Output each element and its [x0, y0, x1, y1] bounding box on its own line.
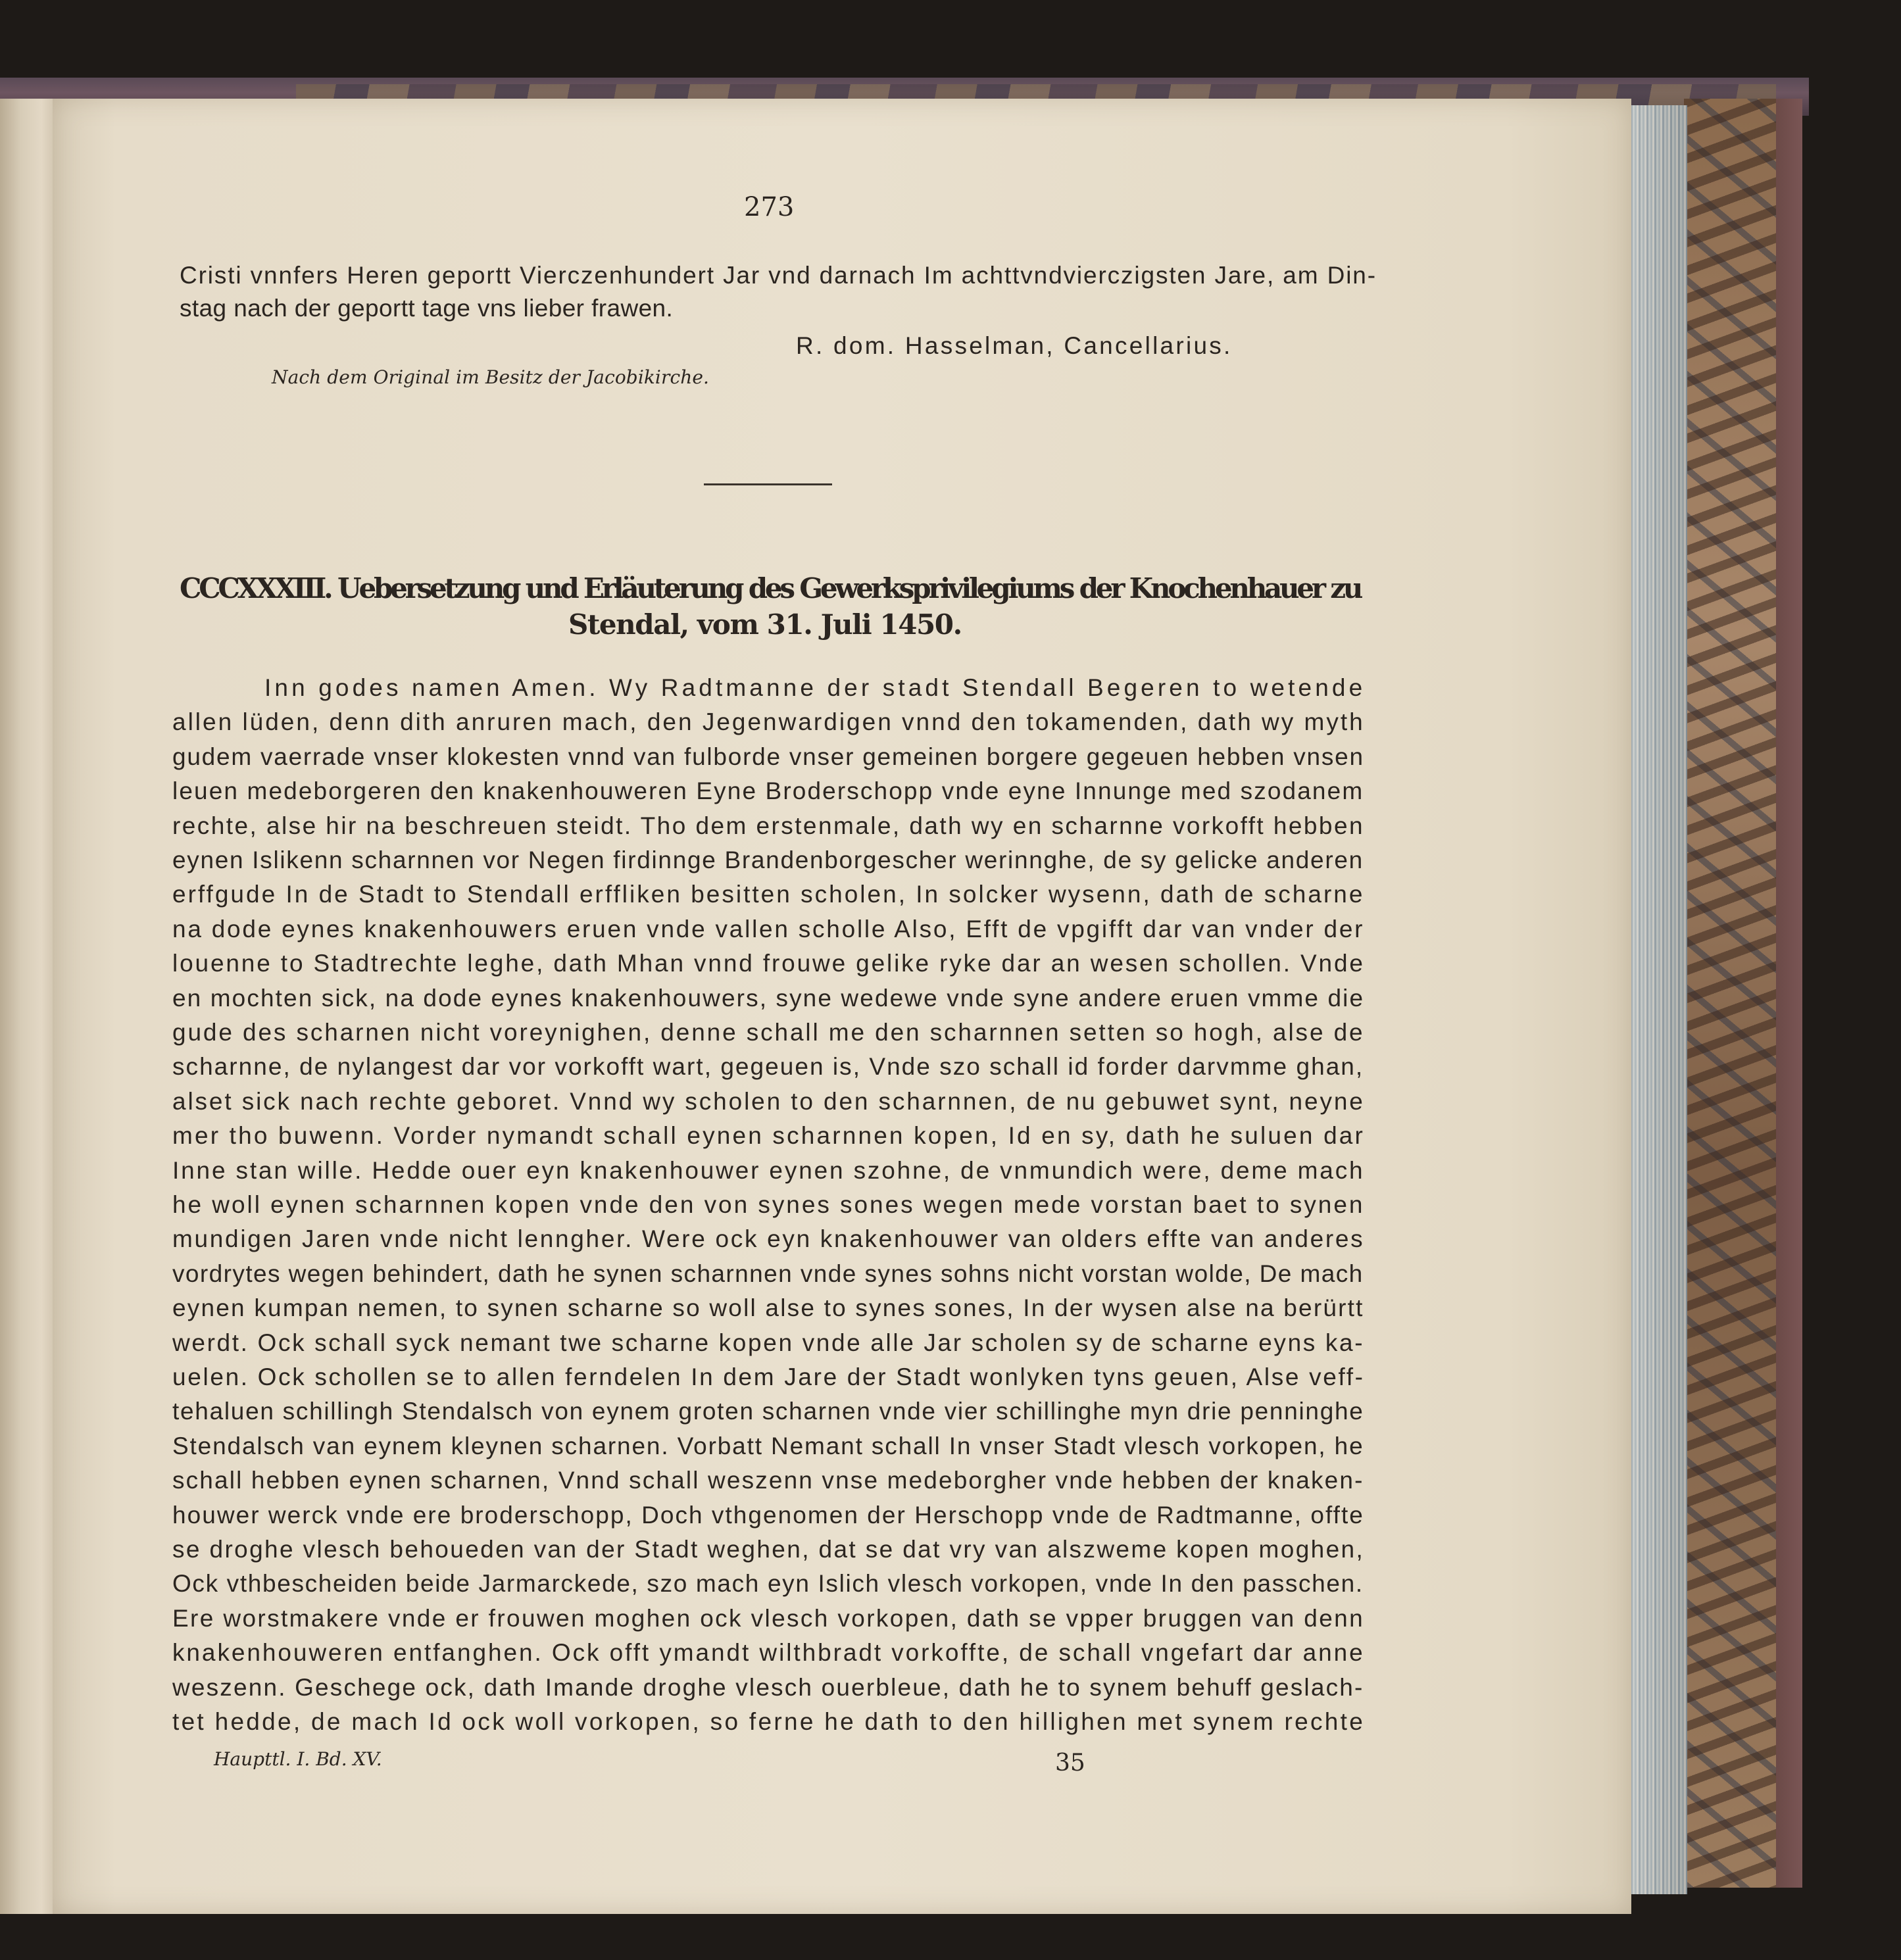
body-line: mundigen Jaren vnde nicht lenngher. Were ock eyn knakenhouwer van olders effte van anderes	[172, 1225, 1365, 1253]
intro-line: stag nach der geportt tage vns lieber frawen.	[180, 295, 674, 322]
body-line: Inn godes namen Amen. Wy Radtmanne der stadt Stendall Begeren to wetende	[264, 674, 1366, 701]
body-line: weszenn. Geschege ock, dath Imande droghe vlesch ouerbleue, dath he to synem behuff geslach-	[172, 1673, 1364, 1701]
body-line: louenne to Stadtrechte leghe, dath Mhan vnnd frouwe gelike ryke dar an wesen schollen. Vnde	[172, 950, 1365, 977]
body-line: tet hedde, de mach Id ock woll vorkopen, so ferne he dath to den hillighen met synem rechte	[172, 1708, 1366, 1735]
page-number: 273	[744, 192, 795, 222]
document-heading-line-1: CCCXXXIII. Uebersetzung und Erläuterung des Gewerksprivilegiums der Knochenhauer zu	[180, 572, 1361, 604]
body-line: en mochten sick, na dode eynes knakenhouwers, syne wedewe vnde syne andere eruen vmme die	[172, 984, 1365, 1012]
body-line: tehaluen schillingh Stendalsch von eynem groten scharnen vnde vier schillinghe myn drie penninghe	[172, 1398, 1364, 1425]
footer-sheet-number: 35	[1055, 1750, 1085, 1776]
body-line: allen lüden, denn dith anruren mach, den Jegenwardigen vnnd den tokamenden, dath wy myth	[172, 708, 1365, 736]
body-line: scharnne, de nylangest dar vor vorkofft wart, gegeuen is, Vnde szo schall id forder darvmme ghan,	[172, 1053, 1364, 1081]
body-line: Ere worstmakere vnde er frouwen moghen ock vlesch vorkopen, dath se vpper bruggen van denn	[172, 1604, 1365, 1632]
body-line: werdt. Ock schall syck nemant twe scharne kopen vnde alle Jar scholen sy de scharne eyns ka-	[172, 1329, 1365, 1356]
body-line: mer tho buwenn. Vorder nymandt schall eynen scharnnen kopen, Id en sy, dath he suluen dar	[172, 1122, 1366, 1150]
body-line: Ock vthbescheiden beide Jarmarckede, szo mach eyn Islich vlesch vorkopen, vnde In den passchen.	[172, 1570, 1364, 1598]
signature: R. dom. Hasselman, Cancellarius.	[796, 332, 1233, 359]
body-line: houwer werck vnde ere broderschopp, Doch vthgenomen der Herschopp vnde de Radtmanne, offte	[172, 1501, 1364, 1529]
body-line: Stendalsch van eynem kleynen scharnen. Vorbatt Nemant schall In vnser Stadt vlesch vorkopen, he	[172, 1432, 1364, 1459]
body-line: schall hebben eynen scharnen, Vnnd schall weszenn vnse medeborgher vnde hebben der knaken-	[172, 1467, 1364, 1494]
footer-signature-mark: Haupttl. I. Bd. XV.	[214, 1748, 382, 1770]
source-note: Nach dem Original im Besitz der Jacobikirche.	[272, 366, 709, 388]
body-line: rechte, alse hir na beschreuen steidt. Tho dem erstenmale, dath wy en scharnne vorkofft hebben	[172, 812, 1364, 839]
body-line: na dode eynes knakenhouwers eruen vnde vallen scholle Also, Efft de vpgifft dar van vnder der	[172, 915, 1365, 943]
marbled-cover-edge	[1684, 99, 1802, 1888]
body-line: Inne stan wille. Hedde ouer eyn knakenhouwer eynen szohne, de vnmundich were, deme mach	[172, 1156, 1365, 1184]
body-line: uelen. Ock schollen se to allen ferndelen In dem Jare der Stadt wonlyken tyns geuen, Alse veff-	[172, 1363, 1365, 1390]
body-line: he woll eynen scharnnen kopen vnde den von synes sones wegen mede vorstan baet to synen	[172, 1191, 1365, 1218]
facing-page-edge	[0, 99, 59, 1914]
body-line: gude des scharnen nicht voreynighen, denne schall me den scharnnen setten so hogh, alse de	[172, 1019, 1365, 1046]
document-heading-line-2: Stendal, vom 31. Juli 1450.	[568, 608, 962, 641]
body-line: alset sick nach rechte geboret. Vnnd wy scholen to den scharnnen, de nu gebuwet synt, neyne	[172, 1087, 1365, 1115]
body-line: vordrytes wegen behindert, dath he synen scharnnen vnde synes sohns nicht vorstan wolde, De mach	[172, 1260, 1364, 1287]
intro-line: Cristi vnnfers Heren geportt Vierczenhundert Jar vnd darnach Im achttvndvierczigsten Jare, am Din-	[180, 262, 1377, 289]
body-line: knakenhouweren entfanghen. Ock offt ymandt wilthbradt vorkoffte, de schall vngefart dar anne	[172, 1639, 1365, 1667]
body-line: erffgude In de Stadt to Stendall erffliken besitten scholen, In solcker wysenn, dath de scharne	[172, 881, 1365, 908]
body-line: se droghe vlesch behoueden van der Stadt weghen, dat se dat vry van alszweme kopen moghen,	[172, 1536, 1365, 1563]
body-line: eynen kumpan nemen, to synen scharne so woll alse to synes sones, In der wysen alse na berürtt	[172, 1294, 1364, 1322]
body-line: leuen medeborgeren den knakenhouweren Eyne Broderschopp vnde eyne Innunge med szodanem	[172, 777, 1364, 805]
section-divider	[704, 483, 832, 485]
body-line: eynen Islikenn scharnnen vor Negen firdinnge Brandenborgescher werinnghe, de sy gelicke anderen	[172, 846, 1364, 873]
body-line: gudem vaerrade vnser klokesten vnnd van fulborde vnser gemeinen borgere gegeuen hebben vnsen	[172, 743, 1364, 770]
